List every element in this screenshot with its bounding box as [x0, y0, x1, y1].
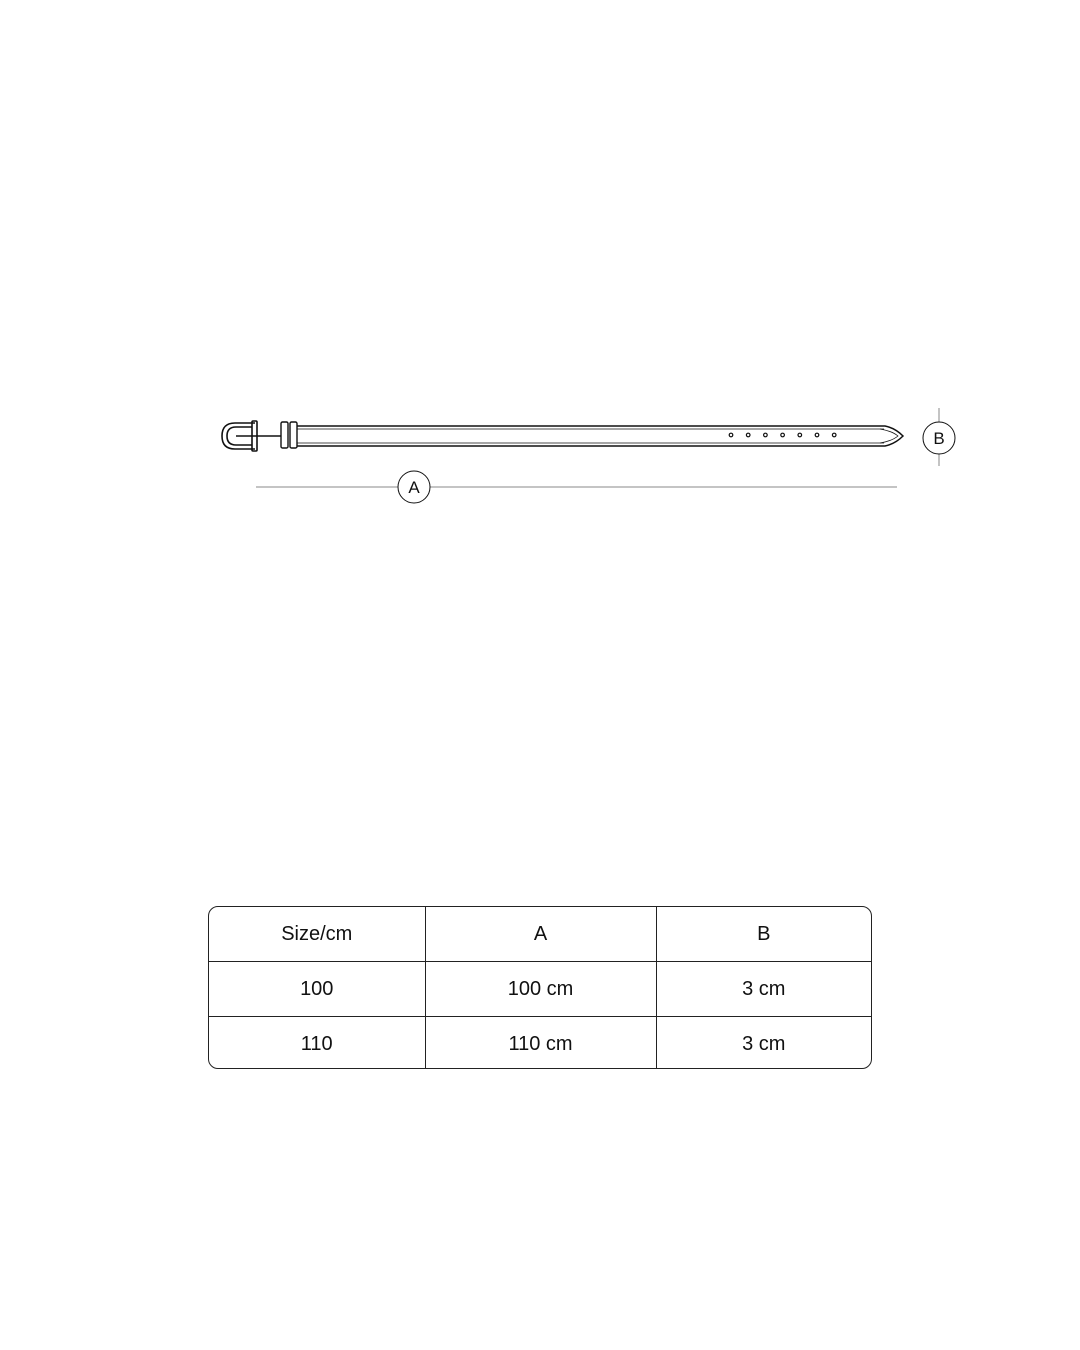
table-row [209, 962, 871, 1017]
marker-a-label: A [408, 478, 420, 497]
belt-diagram [0, 0, 1080, 600]
belt-hole [798, 433, 802, 437]
belt-hole [832, 433, 836, 437]
dimension-a [256, 471, 897, 503]
cell-a: 110 cm [425, 1017, 656, 1070]
header-size: Size/cm [209, 907, 425, 962]
size-table-grid [209, 907, 871, 1069]
belt-hole [815, 433, 819, 437]
belt-holes [729, 433, 836, 437]
cell-b: 3 cm [742, 1032, 786, 1055]
header-b: B [656, 907, 871, 962]
belt-strap [297, 426, 903, 446]
marker-b-label: B [933, 429, 945, 448]
belt-hole [764, 433, 768, 437]
belt-hole [729, 433, 733, 437]
belt-hole [746, 433, 750, 437]
size-table [208, 906, 872, 1069]
belt-hole [781, 433, 785, 437]
table-row [209, 1017, 871, 1070]
cell-a: 100 cm [425, 962, 656, 1017]
belt-buckle [222, 421, 284, 451]
cell-size: 110 [209, 1017, 425, 1070]
table-header-row [209, 907, 871, 962]
cell-size: 100 [209, 962, 425, 1017]
belt-keepers [281, 422, 297, 448]
header-a: A [425, 907, 656, 962]
cell-b: 3 cm [656, 962, 871, 1017]
dimension-b [923, 408, 955, 466]
